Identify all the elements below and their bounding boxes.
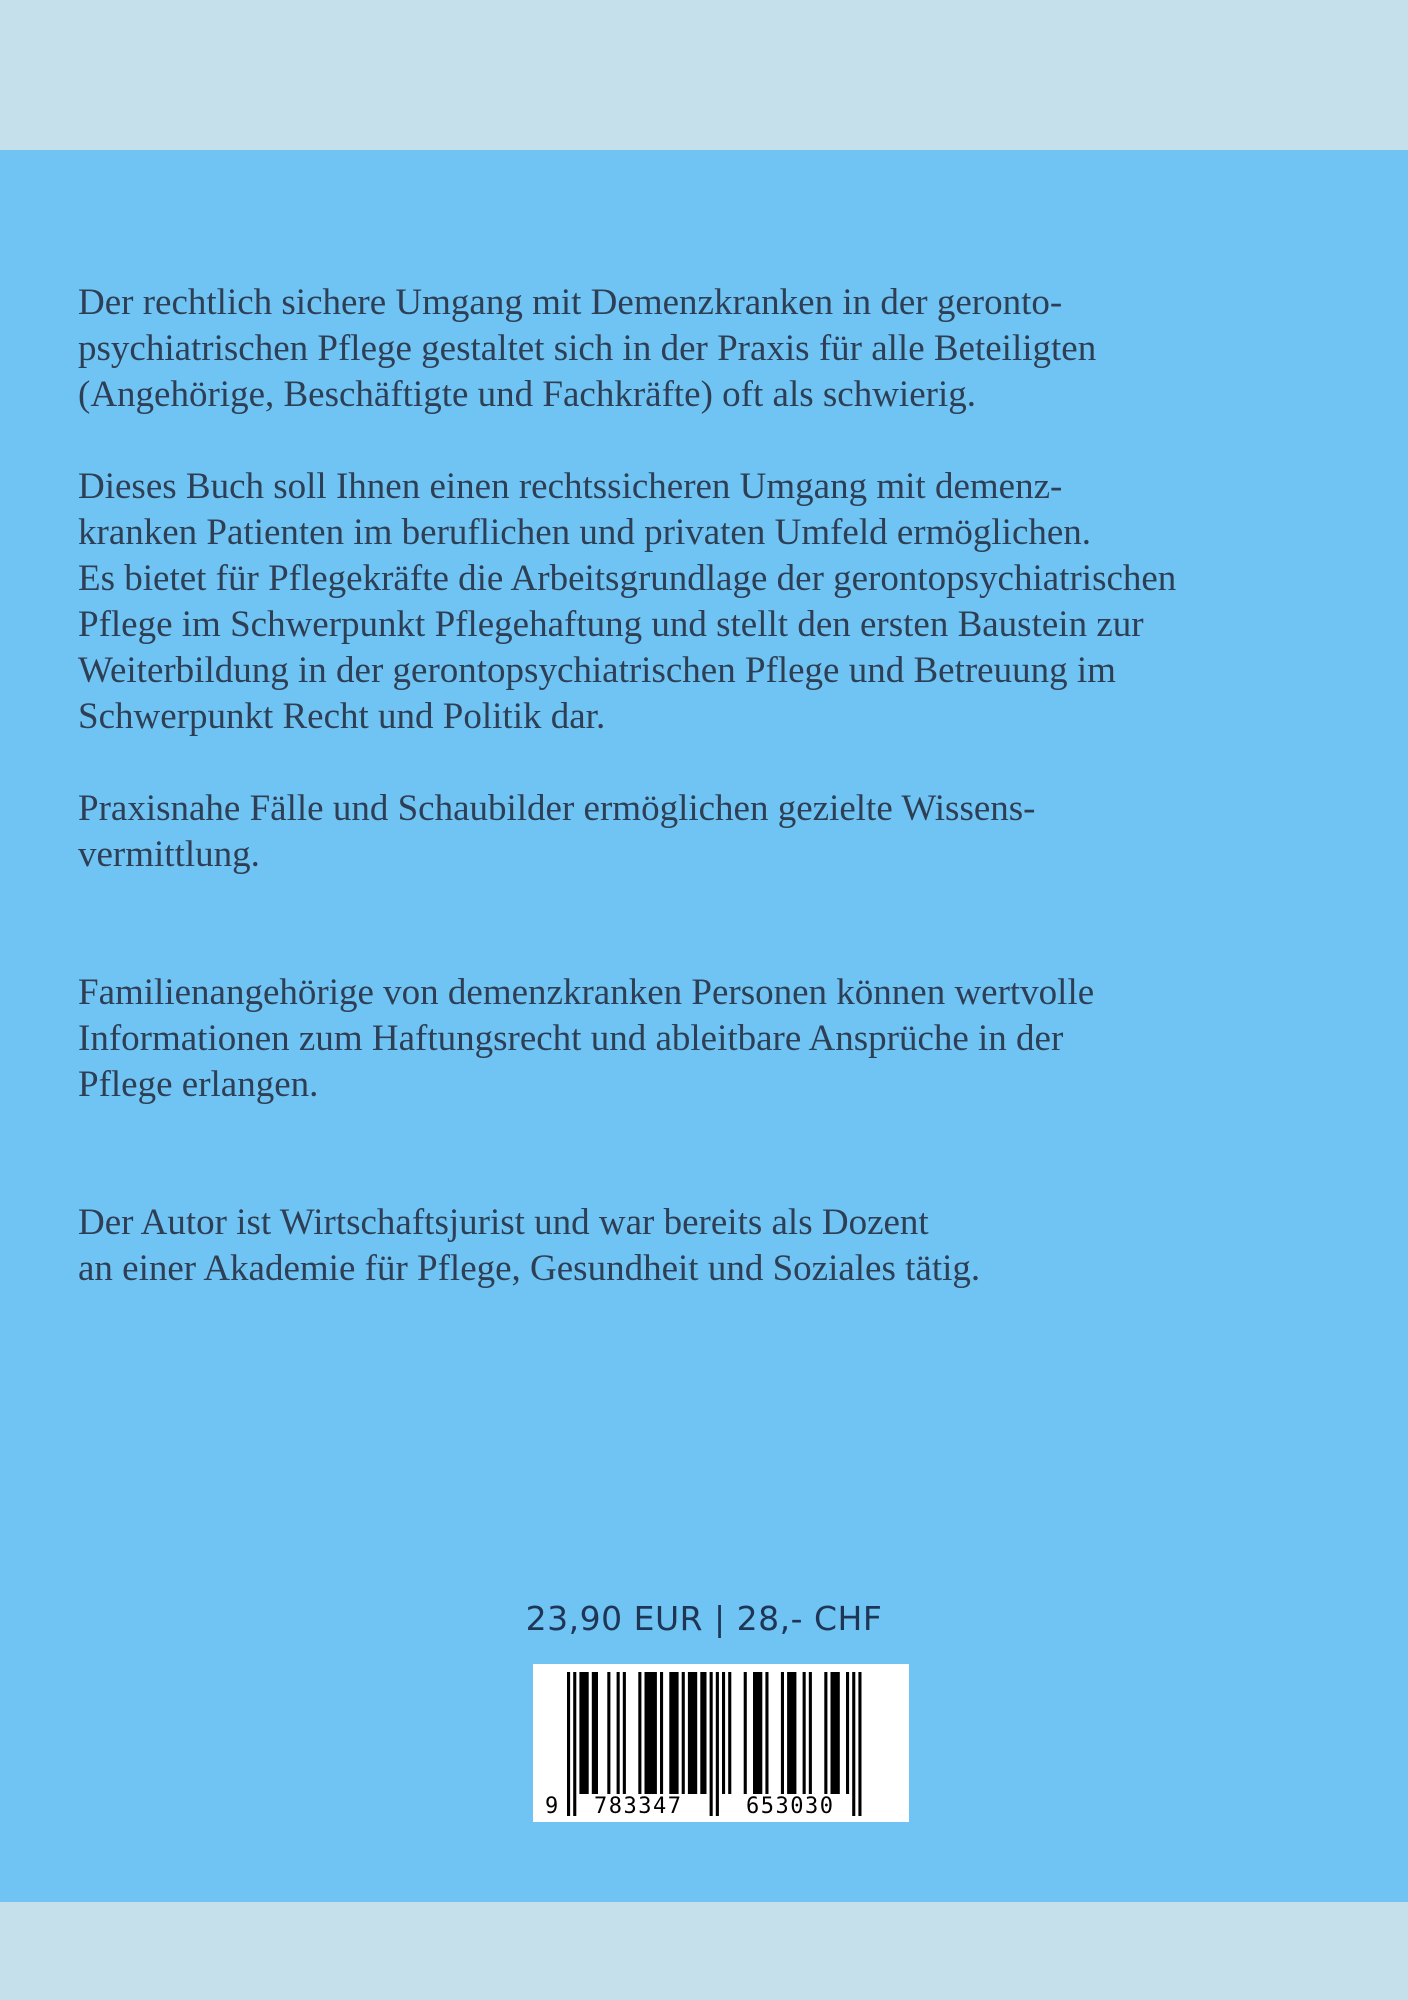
barcode-guard-bar xyxy=(852,1672,855,1816)
barcode-bar xyxy=(831,1672,840,1794)
barcode-guard-bar xyxy=(716,1672,719,1816)
barcode-bar xyxy=(660,1672,663,1794)
isbn-barcode xyxy=(533,1664,909,1822)
barcode-bar xyxy=(781,1672,784,1794)
cover-blurb xyxy=(78,280,1358,1292)
barcode-guard-bar xyxy=(573,1672,576,1816)
barcode-bar xyxy=(824,1672,827,1794)
barcode-bar xyxy=(579,1672,588,1794)
blurb-paragraph-cases: Praxisnahe Fälle und Schaubilder ermöglichen gezielte Wissens- vermittlung. xyxy=(78,788,1036,875)
barcode-guard-bar xyxy=(858,1672,861,1816)
blurb-paragraph-author: Der Autor ist Wirtschaftsjurist und war bereits als Dozent an einer Akademie für Pflege, Gesundheit und Soziales tätig. xyxy=(78,1202,981,1289)
blurb-paragraph-intro: Der rechtlich sichere Umgang mit Demenzkranken in der geronto- psychiatrischen Pflege gestaltet sich in der Praxis für alle Beteiligten (Angehörige, Beschäftigte und Fachkräfte) oft als schwierig. xyxy=(78,282,1097,415)
barcode-bar xyxy=(592,1672,598,1794)
barcode-bar xyxy=(638,1672,641,1794)
barcode-first-digit: 9 xyxy=(545,1794,560,1819)
barcode-bar xyxy=(688,1672,697,1794)
barcode-bar xyxy=(607,1672,610,1794)
barcode-bar xyxy=(846,1672,849,1794)
barcode-bar xyxy=(722,1672,725,1794)
barcode-bar xyxy=(809,1672,812,1794)
barcode-bar xyxy=(669,1672,678,1794)
barcode-bar xyxy=(744,1672,747,1794)
barcode-bar xyxy=(623,1672,626,1794)
price-label: 23,90 EUR | 28,- CHF xyxy=(525,1599,883,1638)
barcode-bars xyxy=(533,1664,909,1822)
barcode-guard-bar xyxy=(567,1672,570,1816)
barcode-bar xyxy=(617,1672,620,1794)
barcode-bar xyxy=(700,1672,706,1794)
barcode-bar xyxy=(645,1672,657,1794)
barcode-bar xyxy=(753,1672,762,1794)
barcode-bar xyxy=(787,1672,796,1794)
blurb-paragraph-purpose: Dieses Buch soll Ihnen einen rechtssicheren Umgang mit demenz- kranken Patienten im beruflichen und privaten Umfeld ermöglichen. Es bietet für Pflegekräfte die Arbeitsgrundlage der gerontopsychiatrischen Pflege im Schwerpunkt Pflegehaftung und stellt den ersten Baustein zur Weiterbildung in der gerontopsychiatrischen Pflege und Betreuung im Schwerpunkt Recht und Politik dar. xyxy=(78,466,1177,737)
barcode-right-digits: 653030 xyxy=(746,1794,835,1819)
barcode-bar xyxy=(803,1672,806,1794)
barcode-bar xyxy=(765,1672,768,1794)
barcode-bar xyxy=(728,1672,731,1794)
barcode-left-digits: 783347 xyxy=(594,1794,683,1819)
barcode-guard-bar xyxy=(710,1672,713,1816)
blurb-paragraph-family: Familienangehörige von demenzkranken Personen können wertvolle Informationen zum Haftungsrecht und ableitbare Ansprüche in der Pflege erlangen. xyxy=(78,972,1095,1105)
barcode-bar xyxy=(682,1672,685,1794)
